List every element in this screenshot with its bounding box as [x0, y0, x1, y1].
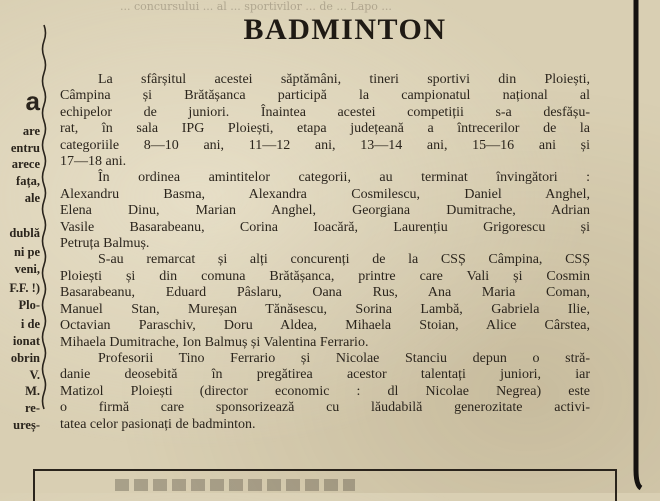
fragment: arece: [11, 157, 40, 171]
fragment: ni pe: [13, 245, 40, 259]
fragment: re-: [24, 401, 40, 415]
article-line: În ordinea amintitelor categorii, au terminat învingători :: [98, 170, 590, 186]
fragment: M.: [25, 384, 40, 398]
article-line: echipelor de juniori. Înaintea acestei competiții s-a desfășu-: [60, 104, 590, 120]
article-line: S-au remarcat și alți concurenți de la CSȘ Câmpina, CSȘ: [98, 252, 590, 268]
article-line: Câmpina și Brătășanca participă la campionatul național al: [60, 88, 590, 104]
left-column-fragments: [0, 0, 44, 493]
article-line: tatea celor pasionați de badminton.: [60, 416, 256, 432]
fragment: dublă: [9, 226, 40, 240]
article-line: Vasile Basarabeanu, Corina Ioacără, Laurențiu Grigorescu și: [60, 219, 590, 235]
article-line: Octavian Paraschiv, Doru Aldea, Mihaela Stoian, Alice Cârstea,: [60, 318, 590, 334]
article-line: Alexandru Basma, Alexandra Cosmilescu, Daniel Anghel,: [60, 186, 590, 202]
article-line: Manuel Stan, Mureșan Tănăsescu, Sorina Lambă, Gabriela Ilie,: [60, 301, 590, 317]
fragment: fața,: [16, 174, 40, 188]
article-paragraph-3: [60, 252, 590, 350]
article-line: Profesorii Tino Ferrario și Nicolae Stanciu depun o stră-: [98, 350, 590, 366]
article-line: Mihaela Dumitrache, Ion Balmuș și Valentina Ferrario.: [60, 334, 369, 350]
right-column-rule: [630, 0, 644, 493]
article-line: Elena Dinu, Marian Anghel, Georgiana Dumitrache, Adrian: [60, 203, 590, 219]
article-line: categoriile 8—10 ani, 11—12 ani, 13—14 ani, 15—16 ani și: [60, 137, 590, 153]
article: [60, 8, 590, 433]
fragment: V.: [29, 368, 40, 382]
fragment: ureș-: [13, 418, 40, 432]
next-article-frame: [33, 469, 617, 501]
fragment: a: [25, 86, 40, 116]
article-line: rat, în sala IPG Ploiești, etapa județeană a întrecerilor de la: [60, 121, 590, 137]
article-paragraph-2: [60, 170, 590, 252]
article-paragraph-4: [60, 351, 590, 433]
fragment: are: [22, 124, 40, 138]
article-line: o firmă care sponsorizează cu lăudabilă generozitate activi-: [60, 400, 590, 416]
article-paragraph-1: [60, 72, 590, 170]
article-line: 17—18 ani.: [60, 154, 127, 170]
fragment: entru: [10, 141, 40, 155]
fragment: obrin: [10, 351, 40, 365]
column-divider-wavy: [41, 0, 47, 493]
fragment: ale: [24, 191, 40, 205]
article-line: danie deosebită în pregătirea acestor talentați juniori, iar: [60, 367, 590, 383]
fragment: veni,: [14, 262, 40, 276]
fragment: Plo-: [18, 298, 40, 312]
article-line: Petruța Balmuș.: [60, 236, 150, 252]
article-line: Ploiești și din comuna Brătășanca, printre care Vali și Cosmin: [60, 268, 590, 284]
article-line: La sfârșitul acestei săptămâni, tineri sportivi din Ploiești,: [98, 72, 590, 87]
fragment: i de: [20, 317, 40, 331]
article-title: BADMINTON: [243, 13, 447, 46]
next-article-heading-cut: [115, 479, 355, 491]
fragment: F.F. !): [9, 281, 40, 295]
article-line: Matizol Ploiești (director economic : dl Nicolae Negrea) este: [60, 383, 590, 399]
fragment: ionat: [12, 334, 40, 348]
article-line: Basarabeanu, Eduard Pâslaru, Oana Rus, Ana Maria Coman,: [60, 285, 590, 301]
faded-previous-text: ... concursului ... al ... sportivilor ... de ... Lapo ...: [120, 0, 392, 13]
